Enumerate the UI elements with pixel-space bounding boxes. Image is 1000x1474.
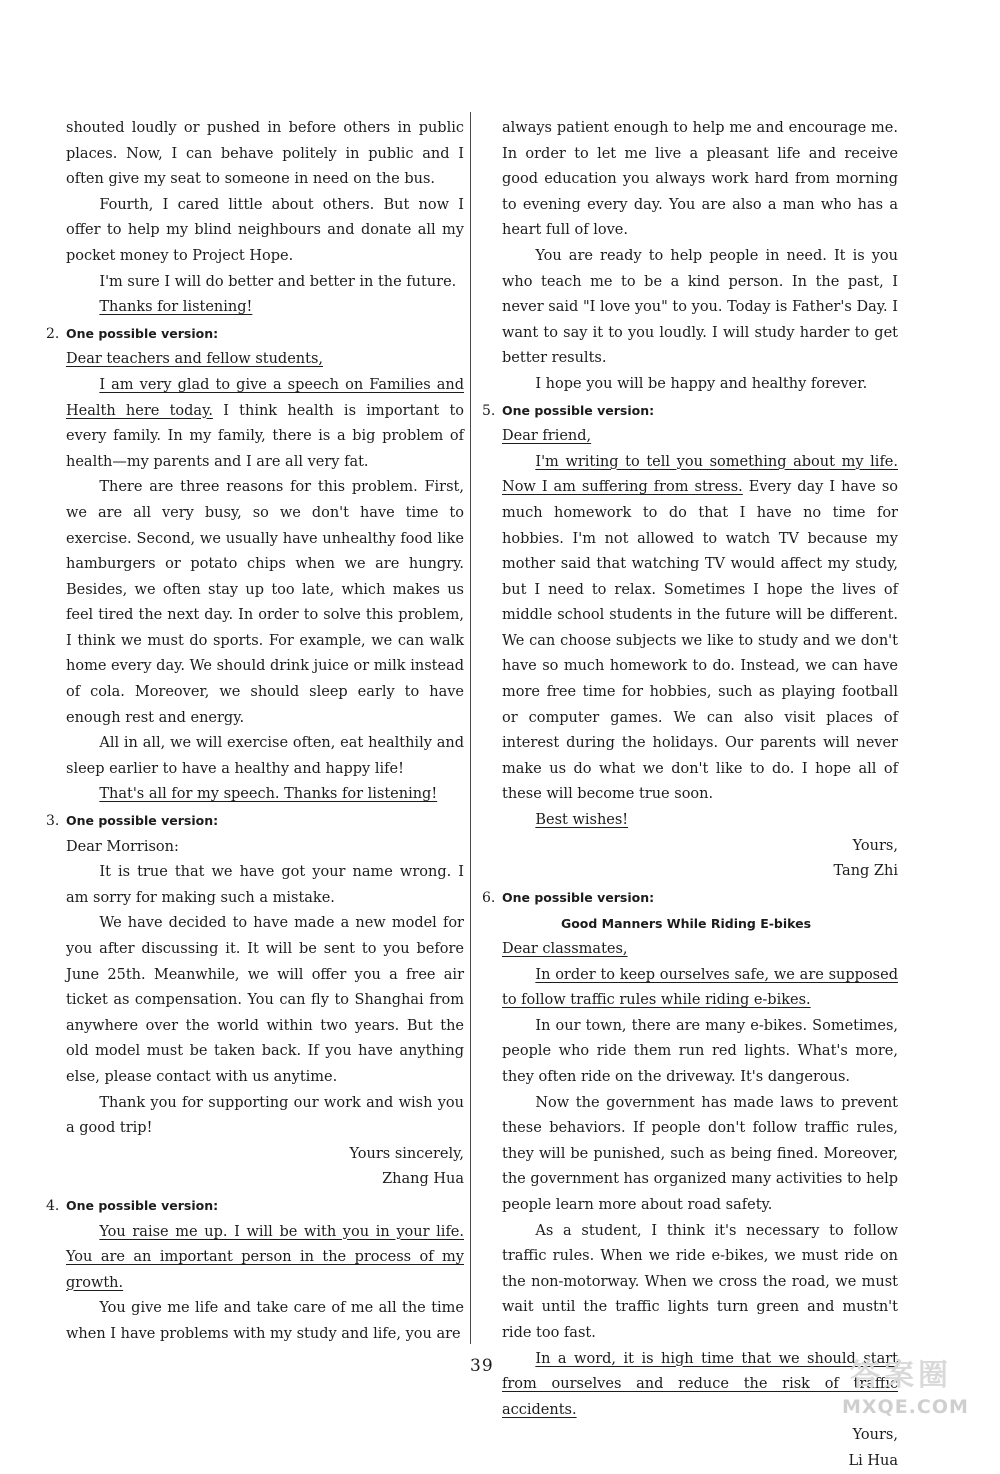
paragraph: I'm sure I will do better and better in the future. — [99, 273, 457, 290]
closing-line — [38, 782, 464, 808]
paragraph: Now the government has made laws to prevent these behaviors. If people don't follow traffic rules, they will be punished, such as being fined. Moreover, the government has organized many activities to help people learn more about road safety. — [502, 1094, 898, 1213]
closing-salutation: Yours, — [852, 837, 898, 854]
greeting — [474, 424, 898, 450]
paragraph: You give me life and take care of me all the time when I have problems with my study and life, you are — [66, 1300, 464, 1342]
paragraph: Thank you for supporting our work and wish you a good trip! — [66, 1094, 464, 1137]
paragraph: It is true that we have got your name wrong. I am sorry for making such a mistake. — [66, 864, 464, 906]
section-number: 2. — [46, 325, 60, 342]
paragraph — [474, 450, 898, 808]
greeting-text: Dear friend, — [502, 428, 592, 445]
greeting-text: Dear classmates, — [502, 941, 628, 957]
signature-name: Li Hua — [848, 1452, 898, 1469]
closing-text: Thanks for listening! — [99, 299, 253, 316]
closing-text: That's all for my speech. Thanks for listening! — [99, 786, 438, 803]
section-heading-3 — [38, 808, 464, 835]
section-heading-4 — [38, 1193, 464, 1220]
watermark-top-text: 答案圈 — [850, 1358, 952, 1393]
section-heading-6 — [474, 885, 898, 912]
greeting — [38, 347, 464, 373]
paragraph — [38, 373, 464, 475]
paragraph: There are three reasons for this problem. First, we are all very busy, so we don't have time to exercise. Second, we usually have unhealthy food like hamburgers or potato chips when we are hungry. Besides, we often stay up too late, which makes us feel tired the next day. In order to solve this problem, I think we must do sports. For example, we can walk home every day. We should drink juice or milk instead of cola. Moreover, we should sleep early to have enough rest and energy. — [66, 479, 464, 726]
topic-sentence: In order to keep ourselves safe, we are supposed to follow traffic rules while riding e-bikes. — [502, 966, 898, 1009]
paragraph: I hope you will be happy and healthy forever. — [535, 375, 868, 392]
paragraph: You are ready to help people in need. It is you who teach me to be a kind person. In the past, I never said "I love you" to you. Today is Father's Day. I want to say it to you loudly. I will study harder to get better results. — [502, 247, 898, 367]
concluding-sentence: In a word, it is high time that we should start from ourselves and reduce the risk of traffic accidents. — [502, 1350, 898, 1418]
section-number: 4. — [46, 1197, 60, 1214]
section-label: One possible version: — [66, 325, 219, 341]
paragraph: In our town, there are many e-bikes. Sometimes, people who ride them run red lights. What's more, they often ride on the driveway. It's dangerous. — [502, 1017, 898, 1085]
paragraph-text: Every day I have so much homework to do that I have no time for hobbies. I'm not allowed to watch TV because my mother said that watching TV would affect my study, but I need to relax. Sometimes I hope the lives of middle school students in the future will be different. We can choose subjects we like to study and we don't have so much homework to do. Instead, we can have more free time for hobbies, such as playing football or computer games. We can also visit places of interest during the holidays. Our parents will never make us do what we don't like to do. I hope all of these will become true soon. — [502, 479, 898, 803]
section-label: One possible version: — [502, 889, 655, 905]
paragraph: Fourth, I cared little about others. But now I offer to help my blind neighbours and donate all my pocket money to Project Hope. — [66, 196, 464, 264]
closing-salutation: Yours sincerely, — [349, 1145, 464, 1162]
section-heading-5 — [474, 398, 898, 425]
section-heading-2 — [38, 321, 464, 348]
paragraph: We have decided to have made a new model for you after discussing it. It will be sent to you before June 25th. Meanwhile, we will offer you a free air ticket as compensation. You can fly to Shanghai from anywhere over the world within two years. But the old model must be taken back. If you have anything else, please contact with us anytime. — [66, 915, 464, 1085]
paragraph — [474, 963, 898, 1014]
section-number: 5. — [482, 402, 496, 419]
topic-sentence: You raise me up. I will be with you in your life. You are an important person in the process of my growth. — [66, 1223, 464, 1291]
wishes-line — [474, 808, 898, 834]
section-label: One possible version: — [66, 1197, 219, 1213]
signature-name: Zhang Hua — [382, 1171, 464, 1188]
paragraph: All in all, we will exercise often, eat healthily and sleep earlier to have a healthy and happy life! — [66, 735, 464, 777]
section-number: 6. — [482, 889, 496, 906]
watermark-logo — [838, 1350, 998, 1426]
wishes-text: Best wishes! — [535, 812, 629, 829]
paragraph: always patient enough to help me and encourage me. In order to let me live a pleasant life and receive good education you always work hard from morning to evening every day. You are also a man who has a heart full of love. — [502, 120, 898, 239]
paragraph: As a student, I think it's necessary to follow traffic rules. When we ride e-bikes, we must ride on the non-motorway. When we cross the road, we must wait until the traffic lights turn green and mustn't ride too fast. — [502, 1222, 898, 1341]
paragraph: shouted loudly or pushed in before others in public places. Now, I can behave politely in public and I often give my seat to someone in need on the bus. — [66, 120, 464, 188]
topic-sentence: I am very glad to give a speech on Families and Health here today. — [66, 376, 464, 419]
signature-name: Tang Zhi — [833, 863, 898, 880]
watermark-bottom-text: MXQE.COM — [842, 1396, 969, 1418]
right-column — [474, 116, 898, 1474]
section-label: One possible version: — [66, 813, 219, 829]
essay-title: Good Manners While Riding E-bikes — [560, 916, 812, 932]
closing-line — [38, 295, 464, 321]
greeting — [474, 937, 898, 963]
paragraph — [38, 1220, 464, 1297]
paragraph-text: I think health is important to every family. In my family, there is a big problem of health—my parents and I are all very fat. — [66, 402, 465, 470]
section-number: 3. — [46, 813, 60, 830]
column-divider — [470, 112, 471, 1344]
left-column — [38, 116, 464, 1348]
section-label: One possible version: — [502, 402, 655, 418]
topic-sentence: I'm writing to tell you something about my life. Now I am suffering from stress. — [502, 453, 898, 496]
greeting-text: Dear teachers and fellow students, — [66, 351, 323, 368]
greeting: Dear Morrison: — [66, 838, 179, 855]
paragraph — [474, 1347, 898, 1424]
page-number: 39 — [470, 1356, 494, 1376]
closing-salutation: Yours, — [852, 1427, 898, 1444]
